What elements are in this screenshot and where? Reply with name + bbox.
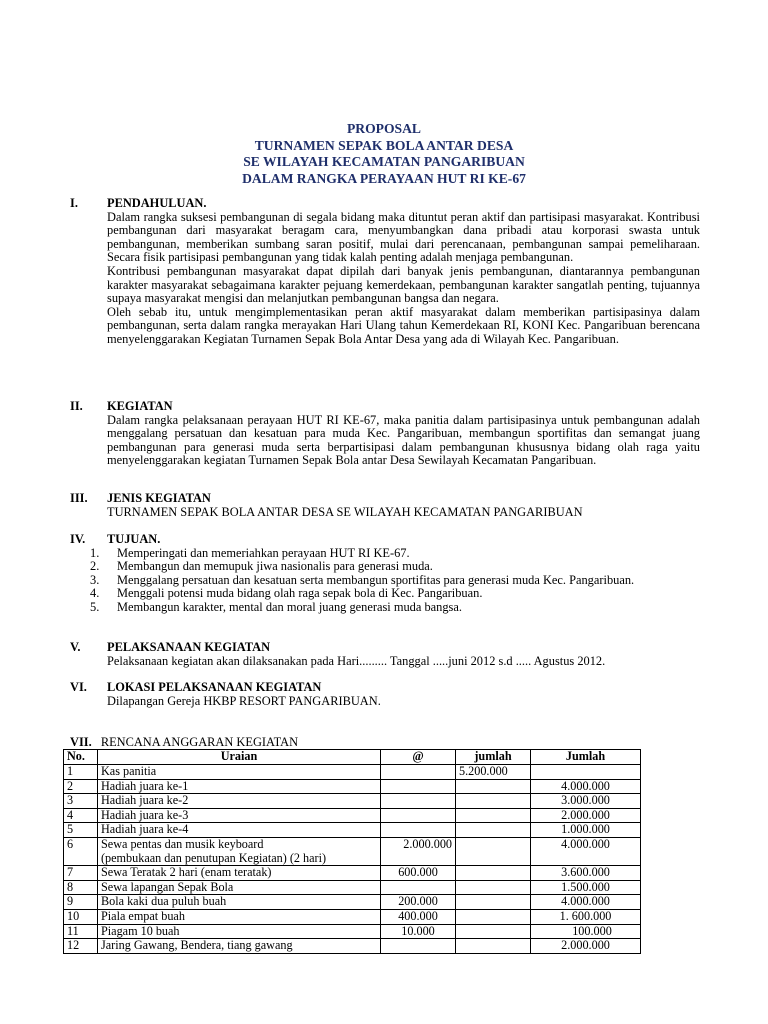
header-jumlah-total: Jumlah [531, 750, 641, 765]
tujuan-list [90, 547, 700, 615]
table-row: 9 Bola kaki dua puluh buah 200.000 4.000.000 [64, 895, 641, 910]
section-number: VII. [70, 735, 92, 749]
section-anggaran [70, 735, 298, 750]
section-text: Dilapangan Gereja HKBP RESORT PANGARIBUAN. [107, 693, 381, 708]
section-number: VI. [70, 680, 87, 694]
title-line-3: SE WILAYAH KECAMATAN PANGARIBUAN [243, 154, 525, 169]
section-number: II. [70, 399, 83, 413]
section-number: IV. [70, 532, 86, 546]
list-item: 2. Membangun dan memupuk jiwa nasionalis para generasi muda. [90, 559, 433, 574]
section-heading: KEGIATAN [107, 399, 173, 413]
section-text: Pelaksanaan kegiatan akan dilaksanakan pada Hari......... Tanggal .....juni 2012 s.d ..... Agustus 2012. [107, 653, 606, 668]
table-row: 2 Hadiah juara ke-1 4.000.000 [64, 779, 641, 794]
section-pelaksanaan [70, 641, 700, 668]
table-row: 6 Sewa pentas dan musik keyboard (pembukaan dan penutupan Kegiatan) (2 hari) 2.000.000 4.000.000 [64, 837, 641, 865]
section-heading: JENIS KEGIATAN [107, 491, 211, 505]
table-header-row [64, 750, 641, 765]
budget-table [63, 749, 641, 954]
list-item: 1. Memperingati dan memeriahkan perayaan HUT RI KE-67. [90, 545, 410, 560]
section-lokasi [70, 681, 700, 708]
header-at: @ [381, 750, 456, 765]
section-pendahuluan [70, 197, 700, 347]
section-paragraph: Kontribusi pembangunan masyarakat dapat dipilah dari banyak jenis pembangunan, diantarannya pembangunan karakter masyarakat sebagaimana karakter pejuang kemerdekaan, pembangunan karakter sangatlah penting, tujuannya supaya masyarakat mengisi dan melanjutkan pembangunan bangsa dan negara. [107, 263, 700, 306]
section-number: III. [70, 491, 88, 505]
header-uraian: Uraian [98, 750, 381, 765]
section-kegiatan [70, 400, 700, 468]
section-heading: LOKASI PELAKSANAAN KEGIATAN [107, 680, 322, 694]
table-row: 11 Piagam 10 buah 10.000 100.000 [64, 924, 641, 939]
list-item: 4. Menggali potensi muda bidang olah raga sepak bola di Kec. Pangaribuan. [90, 586, 483, 601]
section-paragraph: Oleh sebab itu, untuk mengimplementasikan peran aktif masyarakat dalam memberikan partisipasinya dalam pembangunan, serta dalam rangka merayakan Hari Ulang tahun Kemerdekaan RI, KONI Kec. Pangaribuan berencana menyelenggarakan Kegiatan Turnamen Sepak Bola Antar Desa yang ada di Wilayah Kec. Pangaribuan. [107, 304, 700, 346]
table-row: 5 Hadiah juara ke-4 1.000.000 [64, 823, 641, 838]
section-text: TURNAMEN SEPAK BOLA ANTAR DESA SE WILAYAH KECAMATAN PANGARIBUAN [107, 504, 583, 519]
title-line-1: PROPOSAL [346, 121, 421, 136]
title-line-2: TURNAMEN SEPAK BOLA ANTAR DESA [254, 137, 514, 153]
section-heading: PENDAHULUAN. [107, 196, 207, 210]
table-row: 1 Kas panitia 5.200.000 [64, 765, 641, 780]
section-jenis-kegiatan [70, 492, 700, 519]
section-number: V. [70, 640, 81, 654]
title-line-4: DALAM RANGKA PERAYAAN HUT RI KE-67 [242, 170, 526, 186]
section-heading: RENCANA ANGGARAN KEGIATAN [100, 735, 299, 749]
list-item: 3. Menggalang persatuan dan kesatuan serta membangun sportifitas para generasi muda Kec. Pangaribuan. [90, 572, 635, 587]
header-no: No. [64, 750, 98, 765]
table-row: 12 Jaring Gawang, Bendera, tiang gawang 2.000.000 [64, 939, 641, 954]
section-paragraph: Dalam rangka suksesi pembangunan di segala bidang maka dituntut peran aktif dan partisipasi masyarakat. Kontribusi pembangunan dari masyarakat beragam cara, menyumbangkan dana pribadi atau korporasi swasta untuk pembangunan, memberikan sumbang saran positif, mulai dari perencanaan, pembangunan sampai pemeliharaan. Secara fisik partisipasi pembangunan yang tidak kalah penting adalah menjaga pembangunan. [107, 209, 700, 265]
section-paragraph: Dalam rangka pelaksanaan perayaan HUT RI KE-67, maka panitia dalam partisipasinya untuk pembangunan adalah menggalang persatuan dan kesatuan para muda Kec. Pangaribuan, membangun sportifitas dan semangat juang pembangunan para generasi muda serta berpartisipasi dalam pembangunan khususnya bidang olah raga yaitu menyelenggarakan kegiatan Turnamen Sepak Bola antar Desa Sewilayah Kecamatan Pangaribuan. [107, 412, 700, 468]
section-number: I. [70, 196, 78, 210]
proposal-title [0, 121, 768, 187]
header-jumlah: jumlah [456, 750, 531, 765]
table-row: 10 Piala empat buah 400.000 1. 600.000 [64, 909, 641, 924]
table-row: 4 Hadiah juara ke-3 2.000.000 [64, 808, 641, 823]
table-row: 8 Sewa lapangan Sepak Bola 1.500.000 [64, 880, 641, 895]
table-row: 7 Sewa Teratak 2 hari (enam teratak) 600.000 3.600.000 [64, 866, 641, 881]
list-item: 5. Membangun karakter, mental dan moral juang generasi muda bangsa. [90, 599, 462, 614]
table-row: 3 Hadiah juara ke-2 3.000.000 [64, 794, 641, 809]
section-tujuan [70, 533, 700, 615]
section-heading: PELAKSANAAN KEGIATAN [107, 640, 271, 654]
section-heading: TUJUAN. [107, 532, 161, 546]
